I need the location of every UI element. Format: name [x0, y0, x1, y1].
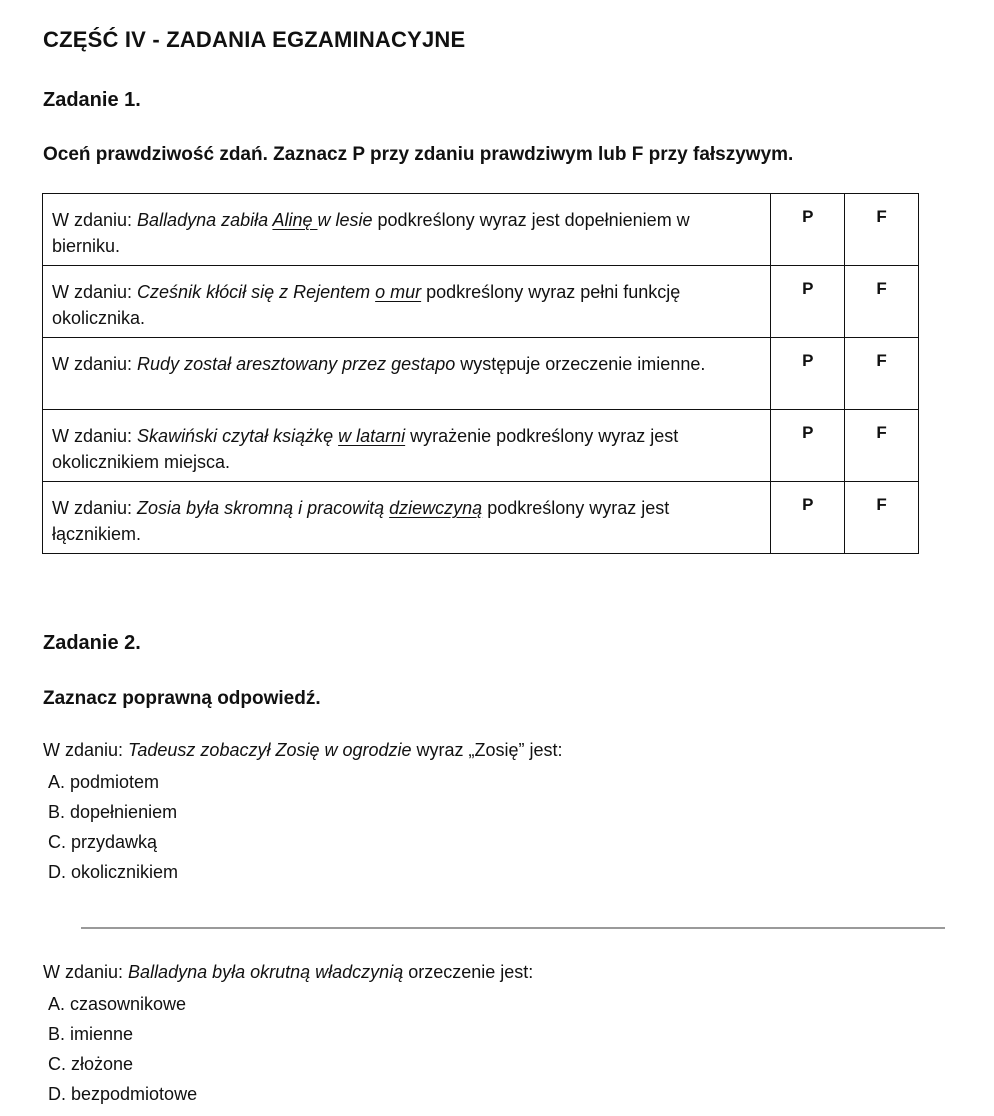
- statement-lead: W zdaniu:: [52, 498, 138, 518]
- answer-option-c[interactable]: C. przydawką: [48, 832, 158, 852]
- answer-option-c[interactable]: C. złożone: [48, 1054, 134, 1074]
- statement-rest: podkreślony wyraz jest łącznikiem.: [52, 498, 670, 544]
- statement-lead: W zdaniu:: [52, 354, 138, 374]
- task2-instruction: Zaznacz poprawną odpowiedź.: [43, 688, 321, 709]
- answer-p-option[interactable]: P: [771, 482, 845, 554]
- statement-sentence: Skawiński czytał książkę: [137, 426, 339, 446]
- statement-underlined: o mur: [375, 282, 422, 302]
- statement-cell: [43, 266, 771, 338]
- statement-cell: [43, 338, 771, 410]
- question-sentence: Tadeusz zobaczył Zosię w ogrodzie: [128, 740, 412, 760]
- page-title: CZĘŚĆ IV - ZADANIA EGZAMINACYJNE: [43, 27, 466, 52]
- statement-cell: [43, 410, 771, 482]
- answer-f-option[interactable]: F: [845, 482, 919, 554]
- question-2: [43, 962, 533, 983]
- statement-sentence: Rudy został aresztowany przez gestapo: [137, 354, 456, 374]
- table-row: [43, 338, 919, 410]
- statement-lead: W zdaniu:: [52, 426, 138, 446]
- statement-rest: występuje orzeczenie imienne.: [455, 354, 706, 374]
- answer-f-option[interactable]: F: [845, 194, 919, 266]
- answer-p-option[interactable]: P: [771, 338, 845, 410]
- answer-option-a[interactable]: A. podmiotem: [48, 772, 160, 792]
- task1-instruction: Oceń prawdziwość zdań. Zaznacz P przy zdaniu prawdziwym lub F przy fałszywym.: [43, 144, 794, 165]
- answer-option-b[interactable]: B. imienne: [48, 1024, 134, 1044]
- statement-underlined: w latarni: [338, 426, 406, 446]
- statement-rest: wyrażenie podkreślony wyraz jest okolicznikiem miejsca.: [52, 426, 679, 472]
- answer-f-option[interactable]: F: [845, 410, 919, 482]
- statement-cell: [43, 194, 771, 266]
- statement-rest: podkreślony wyraz pełni funkcję okolicznika.: [52, 282, 681, 328]
- task2-heading: Zadanie 2.: [43, 632, 141, 654]
- question-1: [43, 740, 563, 761]
- task1-heading: Zadanie 1.: [43, 89, 141, 111]
- answer-p-option[interactable]: P: [771, 410, 845, 482]
- statement-underlined: dziewczyną: [389, 498, 483, 518]
- answer-f-option[interactable]: F: [845, 266, 919, 338]
- answer-f-option[interactable]: F: [845, 338, 919, 410]
- question-rest: orzeczenie jest:: [403, 962, 534, 982]
- question-lead: W zdaniu:: [43, 740, 129, 760]
- question-rest: wyraz „Zosię” jest:: [411, 740, 563, 760]
- question-sentence: Balladyna była okrutną władczynią: [128, 962, 404, 982]
- table-row: [43, 410, 919, 482]
- statement-sentence-end: w lesie: [317, 210, 373, 230]
- answer-option-a[interactable]: A. czasownikowe: [48, 994, 187, 1014]
- question-1-answers: [48, 767, 178, 887]
- answer-option-d[interactable]: D. bezpodmiotowe: [48, 1084, 198, 1104]
- separator-line: [81, 927, 945, 929]
- statement-sentence: Zosia była skromną i pracowitą: [137, 498, 390, 518]
- answer-option-d[interactable]: D. okolicznikiem: [48, 862, 179, 882]
- answer-p-option[interactable]: P: [771, 266, 845, 338]
- statement-sentence: Balladyna zabiła: [137, 210, 273, 230]
- answer-p-option[interactable]: P: [771, 194, 845, 266]
- true-false-table: [42, 193, 919, 554]
- statement-lead: W zdaniu:: [52, 210, 138, 230]
- table-row: [43, 266, 919, 338]
- answer-option-b[interactable]: B. dopełnieniem: [48, 802, 178, 822]
- statement-lead: W zdaniu:: [52, 282, 138, 302]
- question-lead: W zdaniu:: [43, 962, 129, 982]
- question-2-answers: [48, 989, 197, 1109]
- table-row: [43, 482, 919, 554]
- statement-rest: podkreślony wyraz jest dopełnieniem w bierniku.: [52, 210, 690, 256]
- statement-sentence: Cześnik kłócił się z Rejentem: [137, 282, 376, 302]
- table-row: [43, 194, 919, 266]
- statement-cell: [43, 482, 771, 554]
- statement-underlined: Alinę: [272, 210, 318, 230]
